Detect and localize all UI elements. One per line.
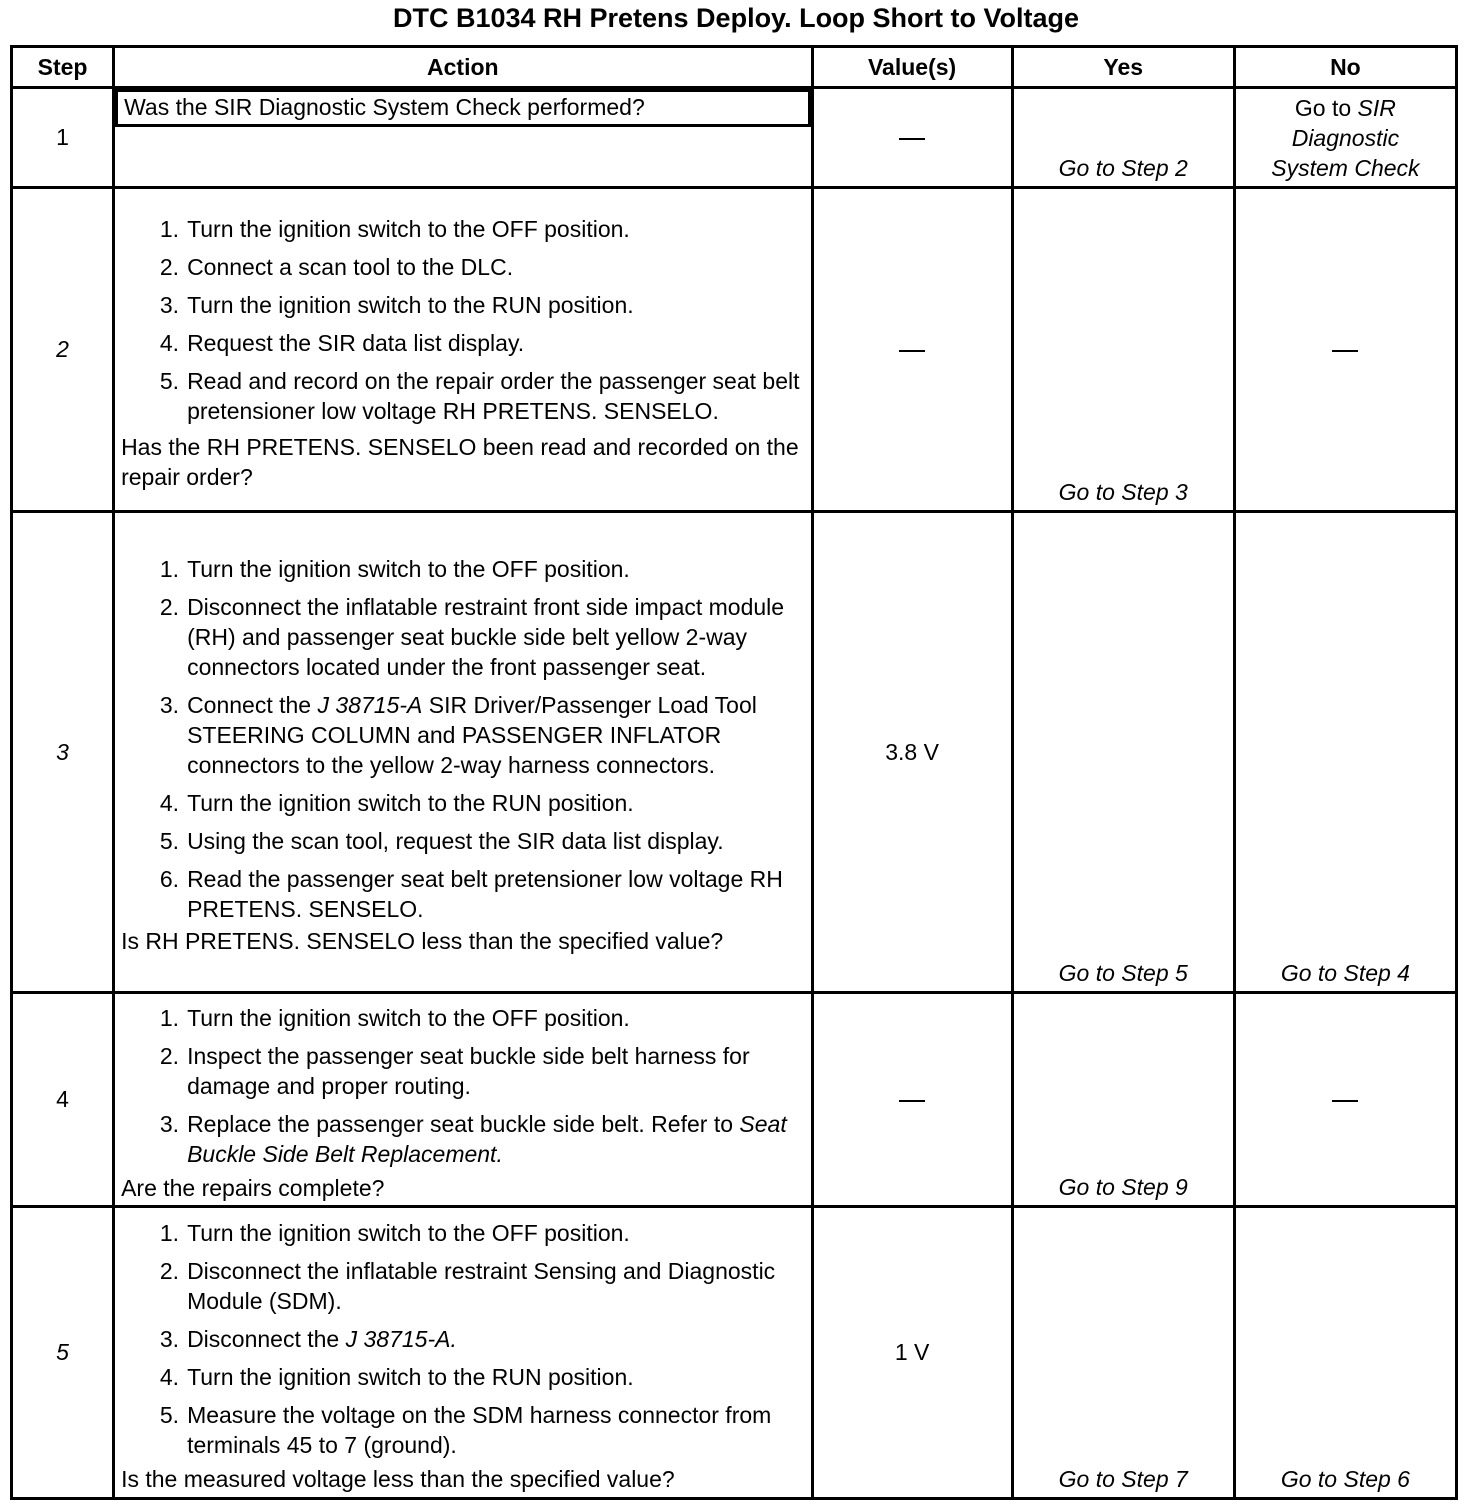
yes-cell <box>1012 1207 1234 1499</box>
header-action: Action <box>114 47 812 88</box>
table-row <box>12 88 1457 188</box>
no-cell <box>1234 88 1456 188</box>
table-row <box>12 188 1457 512</box>
action-cell <box>114 1207 812 1499</box>
header-values: Value(s) <box>812 47 1012 88</box>
action-list <box>115 214 810 426</box>
no-cell <box>1234 512 1456 993</box>
list-item: 5. Using the scan tool, request the SIR data list display. <box>159 828 724 854</box>
action-cell <box>114 512 812 993</box>
action-question: Are the repairs complete? <box>121 1174 385 1201</box>
list-item: 3. Replace the passenger seat buckle side belt. Refer to Seat Buckle Side Belt Replacement. <box>159 1110 787 1167</box>
step-number: 5 <box>12 1207 114 1499</box>
goto-link[interactable]: Go to Step 4 <box>1280 960 1410 986</box>
value-cell: 3.8 V <box>812 512 1012 993</box>
list-item: 1. Turn the ignition switch to the OFF position. <box>159 1004 630 1031</box>
list-item: 2. Inspect the passenger seat buckle side belt harness for damage and proper routing. <box>159 1042 750 1099</box>
table-row <box>12 1207 1457 1499</box>
no-cell <box>1234 188 1456 512</box>
no-cell <box>1234 1207 1456 1499</box>
action-question: Is RH PRETENS. SENSELO less than the specified value? <box>121 928 724 954</box>
action-list <box>115 1003 810 1169</box>
goto-ref: SIR <box>1357 94 1396 121</box>
list-item: 2. Disconnect the inflatable restraint Sensing and Diagnostic Module (SDM). <box>159 1257 776 1314</box>
value-cell <box>812 88 1012 188</box>
step-number: 1 <box>12 88 114 188</box>
goto-link[interactable]: Go to Step 2 <box>1058 155 1188 181</box>
list-item: 1. Turn the ignition switch to the OFF position. <box>159 215 630 242</box>
list-item: 3. Connect the J 38715-A SIR Driver/Passenger Load Tool STEERING COLUMN and PASSENGER INFLATOR connectors to the yellow 2-way harness connectors. <box>159 692 757 778</box>
list-item: 3. Turn the ignition switch to the RUN position. <box>159 291 634 318</box>
value-cell: 1 V <box>812 1207 1012 1499</box>
action-list <box>115 1218 810 1460</box>
action-cell <box>115 89 810 127</box>
list-item: 6. Read the passenger seat belt pretensioner low voltage RH PRETENS. SENSELO. <box>159 866 783 922</box>
dash-mark <box>899 1100 925 1102</box>
table-row <box>12 993 1457 1207</box>
goto-ref: System Check <box>1271 154 1420 181</box>
goto-link[interactable] <box>1236 93 1455 183</box>
dash-mark <box>1332 1100 1358 1102</box>
yes-cell <box>1012 188 1234 512</box>
yes-cell <box>1012 88 1234 188</box>
list-item: 1. Turn the ignition switch to the OFF position. <box>159 556 630 582</box>
tool-ref: J 38715-A <box>317 692 423 718</box>
value-cell <box>812 188 1012 512</box>
no-cell <box>1234 993 1456 1207</box>
header-row <box>12 47 1457 88</box>
list-item: 4. Request the SIR data list display. <box>159 329 525 356</box>
action-cell <box>114 188 812 512</box>
goto-ref: Diagnostic <box>1291 124 1400 151</box>
header-step: Step <box>12 47 114 88</box>
goto-prefix: Go to <box>1294 94 1352 121</box>
list-item: 3. Disconnect the J 38715-A. <box>159 1325 457 1352</box>
action-question: Is the measured voltage less than the specified value? <box>121 1465 675 1492</box>
goto-link[interactable]: Go to Step 3 <box>1058 479 1188 505</box>
action-question: Has the RH PRETENS. SENSELO been read and recorded on the repair order? <box>121 433 799 490</box>
dash-mark <box>899 138 925 140</box>
list-item: 2. Connect a scan tool to the DLC. <box>159 253 514 280</box>
list-item: 5. Measure the voltage on the SDM harness connector from terminals 45 to 7 (ground). <box>159 1401 772 1458</box>
doc-ref: Seat Buckle Side Belt Replacement. <box>187 1110 787 1167</box>
header-yes: Yes <box>1012 47 1234 88</box>
diagnostic-table <box>10 45 1458 1500</box>
page-title: DTC B1034 RH Pretens Deploy. Loop Short to Voltage <box>392 3 1080 33</box>
value-cell <box>812 993 1012 1207</box>
step-number: 2 <box>12 188 114 512</box>
yes-cell <box>1012 993 1234 1207</box>
action-question: Was the SIR Diagnostic System Check performed? <box>124 94 645 120</box>
list-item: 2. Disconnect the inflatable restraint front side impact module (RH) and passenger seat buckle side belt yellow 2-way connectors located under the front passenger seat. <box>159 594 785 680</box>
goto-link[interactable]: Go to Step 5 <box>1058 960 1188 986</box>
header-no: No <box>1234 47 1456 88</box>
step-number: 3 <box>12 512 114 993</box>
list-item: 4. Turn the ignition switch to the RUN position. <box>159 790 634 816</box>
table-row <box>12 512 1457 993</box>
dash-mark <box>899 350 925 352</box>
yes-cell <box>1012 512 1234 993</box>
step-number: 4 <box>12 993 114 1207</box>
tool-ref: J 38715-A. <box>345 1325 457 1352</box>
action-list <box>115 554 810 924</box>
dash-mark <box>1332 350 1358 352</box>
list-item: 4. Turn the ignition switch to the RUN position. <box>159 1363 634 1390</box>
list-item: 5. Read and record on the repair order the passenger seat belt pretensioner low voltage RH PRETENS. SENSELO. <box>159 367 800 424</box>
goto-link[interactable]: Go to Step 6 <box>1280 1466 1410 1492</box>
goto-link[interactable]: Go to Step 9 <box>1058 1174 1188 1200</box>
action-cell <box>114 993 812 1207</box>
list-item: 1. Turn the ignition switch to the OFF position. <box>159 1219 630 1246</box>
goto-link[interactable]: Go to Step 7 <box>1058 1466 1188 1492</box>
